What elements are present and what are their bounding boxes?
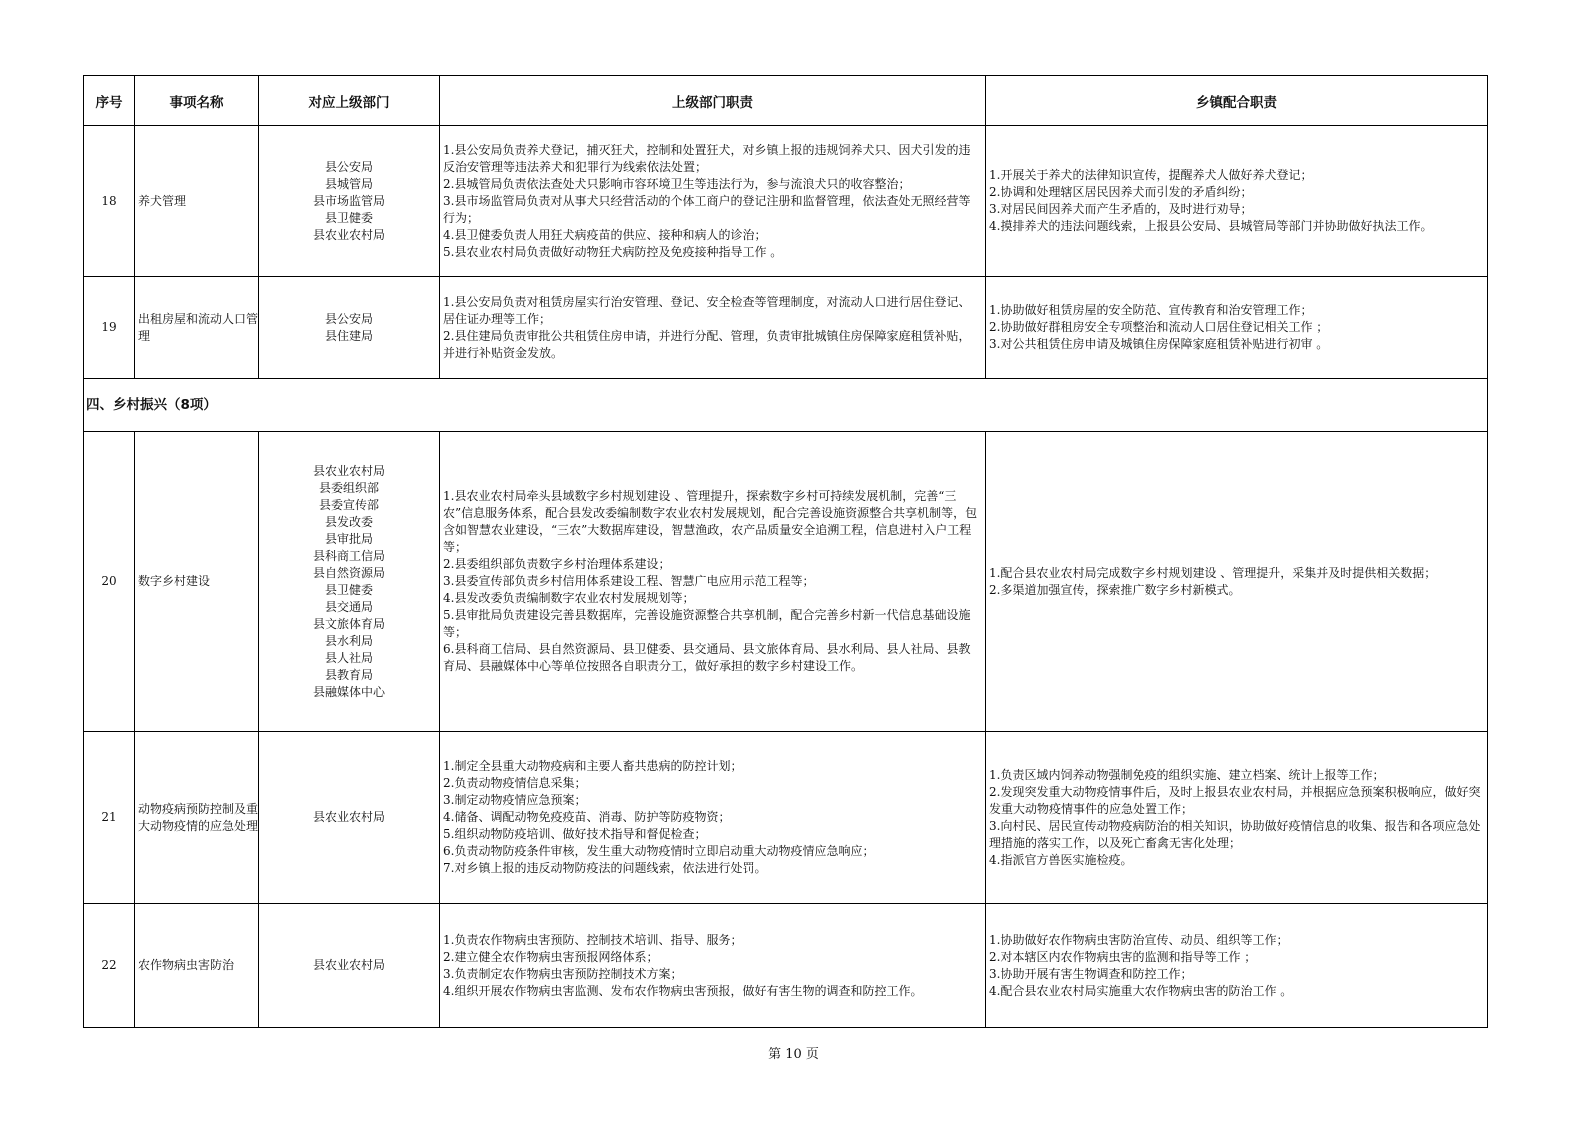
duty-line: 3.对居民间因养犬而产生矛盾的，及时进行劝导； xyxy=(989,202,1253,216)
row-number: 18 xyxy=(84,126,135,277)
dept-item: 县卫健委 xyxy=(324,582,373,597)
town-duties xyxy=(986,904,1488,1028)
town-duties xyxy=(986,277,1488,379)
duty-line: 1.协助做好农作物病虫害防治宣传、动员、组织等工作； xyxy=(989,932,1289,947)
duty-line: 2.县城管局负责依法查处犬只影响市容环境卫生等违法行为，参与流浪犬只的收容整治； xyxy=(443,176,911,191)
town-duties xyxy=(986,732,1488,904)
table-row xyxy=(84,126,1488,277)
dept-item: 县委宣传部 xyxy=(318,497,379,512)
duty-line: 1.县农业农村局牵头县域数字乡村规划建设 、管理提升，探索数字乡村可持续发展机制，完善“三农”信息服务体系，配合县发改委编制数字农业农村发展规划，配合完善设施资源整合共享机制等，包含如智慧农业建设，“三农”大数据库建设，智慧渔政，农产品质量安全追溯工程，信息进村入户工程等； xyxy=(443,489,978,554)
town-duties xyxy=(986,126,1488,277)
dept-item: 县农业农村局 xyxy=(312,958,385,972)
table-row xyxy=(84,904,1488,1028)
duty-line: 1.负责区域内饲养动物强制免疫的组织实施、建立档案、统计上报等工作； xyxy=(989,767,1385,782)
dept-list xyxy=(259,732,440,904)
duty-line: 3.对公共租赁住房申请及城镇住房保障家庭租赁补贴进行初审 。 xyxy=(989,337,1329,351)
duty-line: 5.县审批局负责建设完善县数据库，完善设施资源整合共享机制，配合完善乡村新一代信息基础设施等； xyxy=(443,608,971,639)
table-row xyxy=(84,277,1488,379)
section-row xyxy=(84,379,1488,432)
item-name: 动物疫病预防控制及重大动物疫情的应急处理 xyxy=(135,732,259,904)
duty-line: 3.协助开展有害生物调查和防控工作； xyxy=(989,966,1193,981)
dept-item: 县交通局 xyxy=(324,599,373,614)
duty-line: 2.协调和处理辖区居民因养犬而引发的矛盾纠纷； xyxy=(989,185,1253,199)
dept-list xyxy=(259,432,440,732)
dept-item: 县发改委 xyxy=(324,514,373,529)
duty-line: 2.发现突发重大动物疫情事件后，及时上报县农业农村局，并根据应急预案积极响应，做好突发重大动物疫情事件的应急处置工作； xyxy=(989,784,1481,816)
row-number: 21 xyxy=(84,732,135,904)
dept-item: 县教育局 xyxy=(324,667,373,682)
dept-list xyxy=(259,277,440,379)
duty-line: 2.多渠道加强宣传，探索推广数字乡村新模式。 xyxy=(989,582,1241,597)
duty-line: 1.县公安局负责养犬登记，捕灭狂犬，控制和处置狂犬，对乡镇上报的违规饲养犬只、因犬引发的违反治安管理等违法养犬和犯罪行为线索依法处置； xyxy=(443,142,971,174)
upper-duties xyxy=(440,732,986,904)
duty-line: 6.负责动物防疫条件审核，发生重大动物疫情时立即启动重大动物疫情应急响应； xyxy=(443,844,875,858)
dept-item: 县卫健委 xyxy=(324,210,373,225)
header-upper-dept: 对应上级部门 xyxy=(259,76,440,126)
duty-line: 4.摸排养犬的违法问题线索，上报县公安局、县城管局等部门并协助做好执法工作。 xyxy=(989,219,1433,233)
duty-line: 3.制定动物疫情应急预案； xyxy=(443,793,587,807)
row-number: 20 xyxy=(84,432,135,732)
duty-line: 2.建立健全农作物病虫害预报网络体系； xyxy=(443,949,659,964)
duty-line: 5.组织动物防疫培训、做好技术指导和督促检查； xyxy=(443,827,707,841)
duties-table xyxy=(83,75,1488,1028)
duty-line: 2.协助做好群租房安全专项整治和流动人口居住登记相关工作 ； xyxy=(989,320,1329,334)
dept-item: 县人社局 xyxy=(324,650,373,665)
duty-line: 1.协助做好租赁房屋的安全防范、宣传教育和治安管理工作； xyxy=(989,303,1313,317)
duty-line: 4.指派官方兽医实施检疫。 xyxy=(989,852,1133,867)
duty-line: 2.县委组织部负责数字乡村治理体系建设； xyxy=(443,557,671,571)
header-row xyxy=(84,76,1488,126)
upper-duties xyxy=(440,432,986,732)
dept-item: 县公安局 xyxy=(324,311,373,326)
dept-item: 县农业农村局 xyxy=(312,227,385,242)
duty-line: 6.县科商工信局、县自然资源局、县卫健委、县交通局、县文旅体育局、县水利局、县人社局、县教育局、县融媒体中心等单位按照各自职责分工，做好承担的数字乡村建设工作。 xyxy=(443,642,971,673)
dept-item: 县公安局 xyxy=(324,159,373,174)
duty-line: 1.配合县农业农村局完成数字乡村规划建设 、管理提升，采集并及时提供相关数据； xyxy=(989,565,1437,580)
dept-item: 县委组织部 xyxy=(318,480,379,495)
dept-list xyxy=(259,126,440,277)
row-number: 19 xyxy=(84,277,135,379)
duty-line: 1.开展关于养犬的法律知识宣传，提醒养犬人做好养犬登记； xyxy=(989,168,1313,182)
duty-line: 3.县委宣传部负责乡村信用体系建设工程、智慧广电应用示范工程等； xyxy=(443,574,815,588)
upper-duties xyxy=(440,904,986,1028)
duty-line: 5.县农业农村局负责做好动物狂犬病防控及免疫接种指导工作 。 xyxy=(443,244,783,259)
dept-item: 县城管局 xyxy=(324,176,373,191)
item-name: 农作物病虫害防治 xyxy=(135,904,259,1028)
header-town-duties: 乡镇配合职责 xyxy=(986,76,1488,126)
dept-item: 县住建局 xyxy=(324,328,373,343)
table-row xyxy=(84,732,1488,904)
dept-item: 县文旅体育局 xyxy=(312,616,385,631)
header-no: 序号 xyxy=(84,76,135,126)
duty-line: 2.负责动物疫情信息采集； xyxy=(443,776,587,790)
dept-item: 县农业农村局 xyxy=(312,810,385,824)
dept-item: 县融媒体中心 xyxy=(312,684,385,699)
row-number: 22 xyxy=(84,904,135,1028)
duty-line: 1.负责农作物病虫害预防、控制技术培训、指导、服务； xyxy=(443,932,743,947)
duty-line: 4.县发改委负责编制数字农业农村发展规划等； xyxy=(443,591,695,605)
page-number: 第 10 页 xyxy=(768,1047,819,1062)
duty-line: 4.县卫健委负责人用狂犬病疫苗的供应、接种和病人的诊治； xyxy=(443,227,767,242)
town-duties xyxy=(986,432,1488,732)
item-name: 出租房屋和流动人口管理 xyxy=(135,277,259,379)
table-row xyxy=(84,432,1488,732)
dept-item: 县市场监管局 xyxy=(312,193,385,208)
item-name: 养犬管理 xyxy=(135,126,259,277)
dept-item: 县自然资源局 xyxy=(312,565,385,580)
upper-duties xyxy=(440,277,986,379)
duty-line: 1.县公安局负责对租赁房屋实行治安管理、登记、安全检查等管理制度，对流动人口进行居住登记、居住证办理等工作； xyxy=(443,294,971,326)
duty-line: 4.组织开展农作物病虫害监测、发布农作物病虫害预报，做好有害生物的调查和防控工作。 xyxy=(443,983,923,998)
section-title: 四、乡村振兴（8项） xyxy=(84,379,1488,432)
dept-list xyxy=(259,904,440,1028)
duty-line: 3.向村民、居民宣传动物疫病防治的相关知识，协助做好疫情信息的收集、报告和各项应急处理措施的落实工作，以及死亡畜禽无害化处理； xyxy=(989,818,1481,850)
duty-line: 2.对本辖区内农作物病虫害的监测和指导等工作 ； xyxy=(989,949,1257,964)
dept-item: 县水利局 xyxy=(324,633,373,648)
dept-item: 县科商工信局 xyxy=(312,548,385,563)
duty-line: 3.县市场监管局负责对从事犬只经营活动的个体工商户的登记注册和监督管理，依法查处无照经营等行为； xyxy=(443,193,971,225)
header-upper-duties: 上级部门职责 xyxy=(440,76,986,126)
duty-line: 3.负责制定农作物病虫害预防控制技术方案； xyxy=(443,966,683,981)
duty-line: 4.配合县农业农村局实施重大农作物病虫害的防治工作 。 xyxy=(989,983,1293,998)
duty-line: 1.制定全县重大动物疫病和主要人畜共患病的防控计划； xyxy=(443,759,743,773)
duty-line: 7.对乡镇上报的违反动物防疫法的问题线索，依法进行处罚。 xyxy=(443,861,767,875)
upper-duties xyxy=(440,126,986,277)
duty-line: 4.储备、调配动物免疫疫苗、消毒、防护等防疫物资； xyxy=(443,810,731,824)
dept-item: 县审批局 xyxy=(324,531,373,546)
item-name: 数字乡村建设 xyxy=(135,432,259,732)
header-item-name: 事项名称 xyxy=(135,76,259,126)
dept-item: 县农业农村局 xyxy=(312,463,385,478)
duty-line: 2.县住建局负责审批公共租赁住房申请，并进行分配、管理，负责审批城镇住房保障家庭租赁补贴，并进行补贴资金发放。 xyxy=(443,328,971,360)
